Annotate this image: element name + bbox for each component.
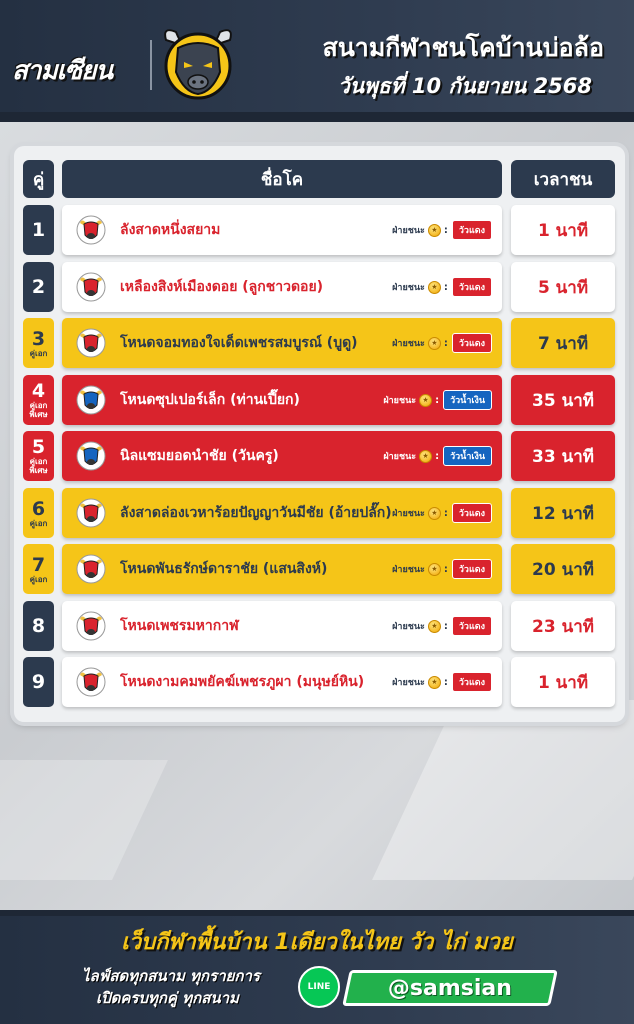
event-date: วันพุธที่ 10 กันยายน 2568 [337, 74, 592, 98]
winner-badge: วัวแดง [452, 672, 492, 692]
line-id-text: @samsian [387, 975, 512, 1001]
pair-tier: คู่เอกพิเศษ [29, 401, 48, 419]
bull-name: โหนดซุปเปอร์เล็ก (ท่านเปี๊ยก) [120, 392, 300, 408]
fight-time: 35 นาที [511, 375, 615, 425]
line-id-button[interactable] [342, 970, 558, 1006]
separator: : [443, 224, 448, 236]
bull-name: ลังสาดหนึ่งสยาม [120, 222, 221, 238]
pair-tier: คู่เอก [29, 348, 48, 358]
winner-label: ฝ่ายชนะ [392, 565, 425, 575]
winner-badge: วัวแดง [452, 503, 492, 523]
coin-icon: ★ [428, 337, 441, 350]
pair-number: 9 [31, 671, 46, 693]
pair-number-cell [23, 544, 54, 594]
bull-icon [76, 215, 106, 245]
pair-number: 1 [31, 219, 46, 241]
bull-icon [76, 441, 106, 471]
winner-label: ฝ่ายชนะ [392, 339, 425, 349]
winner-label: ฝ่ายชนะ [392, 678, 425, 688]
table-row [0, 318, 634, 368]
winner-badge: วัวแดง [452, 220, 492, 240]
winner-indicator [383, 390, 492, 410]
bull-name: ลังสาดล่องเวหาร้อยปัญญาวันมีชัย (อ้ายปลั๊ก) [120, 505, 392, 521]
separator: : [443, 563, 448, 575]
bull-name-cell [62, 318, 502, 368]
separator: : [443, 620, 448, 632]
pair-number-cell [23, 601, 54, 651]
pair-number-cell [23, 318, 54, 368]
table-row [0, 601, 634, 651]
winner-label: ฝ่ายชนะ [392, 226, 425, 236]
brand-logo-text: สามเซียน [12, 56, 113, 86]
winner-label: ฝ่ายชนะ [392, 283, 425, 293]
pair-number-cell [23, 375, 54, 425]
bull-name-cell [62, 431, 502, 481]
bull-name-cell [62, 375, 502, 425]
winner-label: ฝ่ายชนะ [392, 509, 425, 519]
winner-badge: วัวแดง [452, 333, 492, 353]
pair-tier: คู่เอก [29, 518, 48, 528]
bull-name: โหนดพันธรักษ์ดาราชัย (แสนสิงห์) [120, 561, 328, 577]
bull-name: โหนดจอมทองใจเด็ดเพชรสมบูรณ์ (บูดู) [120, 335, 358, 351]
fight-time: 7 นาที [511, 318, 615, 368]
winner-indicator [392, 672, 492, 692]
fight-time: 33 นาที [511, 431, 615, 481]
bull-icon [76, 611, 106, 641]
fight-time: 23 นาที [511, 601, 615, 651]
separator: : [443, 281, 448, 293]
coin-icon: ★ [428, 224, 441, 237]
winner-indicator [392, 333, 492, 353]
bull-icon [76, 554, 106, 584]
winner-label: ฝ่ายชนะ [383, 396, 417, 406]
pair-number: 7 [31, 553, 46, 576]
bull-name-cell [62, 544, 502, 594]
column-header-pair: คู่ [23, 160, 54, 198]
pair-number-cell [23, 262, 54, 312]
pair-number: 5 [31, 436, 46, 458]
header-banner [0, 0, 634, 122]
bull-icon [76, 385, 106, 415]
pair-number-cell [23, 205, 54, 255]
bull-icon [76, 667, 106, 697]
bull-mascot-icon [160, 22, 236, 100]
pair-number: 4 [31, 380, 46, 402]
winner-badge: วัวแดง [452, 559, 492, 579]
bull-name: นิลแซมยอดนำชัย (วันครู) [120, 448, 279, 464]
footer-live-text-1: ไลฟ์สดทุกสนาม ทุกรายการ [82, 967, 260, 985]
winner-indicator [392, 616, 492, 636]
coin-icon: ★ [428, 676, 441, 689]
pair-tier: คู่เอกพิเศษ [29, 457, 48, 475]
separator: : [435, 394, 440, 406]
bull-name-cell [62, 601, 502, 651]
table-row [0, 262, 634, 312]
bull-name-cell [62, 262, 502, 312]
bull-name-cell [62, 657, 502, 707]
winner-badge: วัวน้ำเงิน [443, 446, 492, 466]
bull-icon [76, 328, 106, 358]
fight-time: 1 นาที [511, 657, 615, 707]
coin-icon: ★ [428, 620, 441, 633]
separator: : [435, 450, 440, 462]
bull-name-cell [62, 205, 502, 255]
winner-badge: วัวแดง [452, 277, 492, 297]
pair-number-cell [23, 431, 54, 481]
pair-number: 2 [31, 276, 46, 298]
coin-icon: ★ [419, 450, 432, 463]
coin-icon: ★ [428, 507, 441, 520]
bull-icon [76, 272, 106, 302]
winner-indicator [392, 277, 492, 297]
pair-number: 3 [31, 327, 46, 350]
winner-badge: วัวน้ำเงิน [443, 390, 492, 410]
line-app-icon[interactable]: LINE [298, 966, 340, 1008]
bull-icon [76, 498, 106, 528]
winner-label: ฝ่ายชนะ [392, 622, 425, 632]
table-row [0, 431, 634, 481]
pair-number: 8 [31, 615, 46, 637]
table-row [0, 657, 634, 707]
arena-title: สนามกีฬาชนโคบ้านบ่อล้อ [322, 33, 604, 62]
pair-number-cell [23, 657, 54, 707]
brand-divider [150, 40, 152, 90]
pair-number-cell [23, 488, 54, 538]
winner-label: ฝ่ายชนะ [383, 452, 417, 462]
footer-slogan: เว็บกีฬาพื้นบ้าน 1เดียวในไทย วัว ไก่ มวย [121, 930, 513, 955]
winner-indicator [392, 559, 492, 579]
bull-name: โหนดเพชรมหากาฬ [120, 618, 239, 634]
separator: : [443, 507, 448, 519]
table-row [0, 544, 634, 594]
fight-time: 12 นาที [511, 488, 615, 538]
bull-name: เหลืองสิงห์เมืองดอย (ลูกชาวดอย) [120, 279, 324, 295]
winner-indicator [392, 220, 492, 240]
separator: : [443, 337, 448, 349]
bull-name-cell [62, 488, 502, 538]
coin-icon: ★ [428, 281, 441, 294]
footer-live-text-2: เปิดครบทุกคู่ ทุกสนาม [96, 989, 239, 1007]
separator: : [443, 676, 448, 688]
winner-indicator [392, 503, 492, 523]
coin-icon: ★ [419, 394, 432, 407]
pair-number: 6 [31, 497, 46, 520]
table-row [0, 375, 634, 425]
pair-tier: คู่เอก [29, 574, 48, 584]
winner-indicator [383, 446, 492, 466]
coin-icon: ★ [428, 563, 441, 576]
table-row [0, 205, 634, 255]
fight-time: 1 นาที [511, 205, 615, 255]
column-header-time: เวลาชน [511, 160, 615, 198]
fight-time: 5 นาที [511, 262, 615, 312]
column-header-name: ชื่อโค [62, 160, 502, 198]
bull-name: โหนดงามคมพยัคฆ์เพชรภูผา (มนุษย์หิน) [120, 674, 365, 690]
winner-badge: วัวแดง [452, 616, 492, 636]
table-row [0, 488, 634, 538]
fight-time: 20 นาที [511, 544, 615, 594]
